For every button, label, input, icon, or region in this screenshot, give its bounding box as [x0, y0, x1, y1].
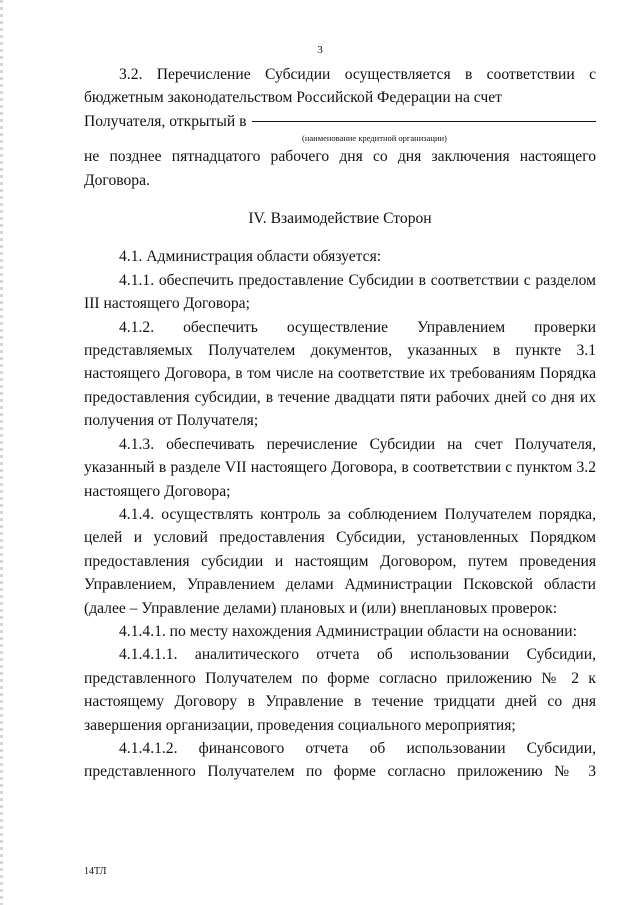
section-heading: IV. Взаимодействие Сторон — [248, 210, 432, 228]
paragraph-4-1-4-1: 4.1.4.1. по месту нахождения Администрации области на основании: — [119, 622, 577, 640]
document-body — [84, 63, 596, 784]
clause-3-2-lead: 3.2. Перечисление Субсидии осуществляется в соответствии с бюджетным законодательством Российской Федерации на счет — [84, 66, 596, 107]
paragraph-4-1-1: 4.1.1. обеспечить предоставление Субсидии в соответствии с разделом III настоящего Договора; — [84, 271, 596, 313]
bank-name-caption: (наименование кредитной организации) — [302, 133, 447, 144]
paragraph-4-1-4-1-1: 4.1.4.1.1. аналитического отчета об использовании Субсидии, представленного Получателем по форме согласно приложению № 2 к настоящему Договору в Управление в течение тридцати дней со дня завершения организации, проведения социального мероприятия; — [84, 646, 596, 734]
paragraph-4-1: 4.1. Администрация области обязуется: — [119, 248, 382, 266]
paragraph-4-1-3: 4.1.3. обеспечивать перечисление Субсидии на счет Получателя, указанный в разделе VII настоящего Договора, в соответствии с пунктом 3.2 настоящего Договора; — [84, 435, 596, 500]
clause-3-2-rest: не позднее пятнадцатого рабочего дня со дня заключения настоящего Договора. — [84, 148, 596, 189]
scan-edge-artifact — [0, 0, 3, 905]
account-text: Получателя, открытый в — [84, 112, 247, 130]
paragraph-4-1-4-1-2: 4.1.4.1.2. финансового отчета об использовании Субсидии, представленного Получателем по форме согласно приложению № 3 — [84, 739, 596, 781]
paragraph-4-1-4: 4.1.4. осуществлять контроль за соблюдением Получателем порядка, целей и условий предоставления Субсидии, установленных Порядком предоставления субсидии и настоящим Договором, путем проведения Управлением, Управлением делами Администрации Псковской области (далее – Управление делами) плановых и (или) внеплановых проверок: — [84, 505, 596, 617]
page-number: 3 — [317, 44, 323, 56]
bank-name-blank — [252, 121, 596, 122]
account-line — [84, 110, 596, 133]
footer-code: 14ТЛ — [84, 866, 107, 877]
paragraph-4-1-2: 4.1.2. обеспечить осуществление Управлением проверки представляемых Получателем документов, указанных в пункте 3.1 настоящего Договора, в том числе на соответствие их требованиям Порядка предоставления субсидии, в течение двадцати пяти рабочих дней со дня их получения от Получателя; — [84, 318, 596, 430]
